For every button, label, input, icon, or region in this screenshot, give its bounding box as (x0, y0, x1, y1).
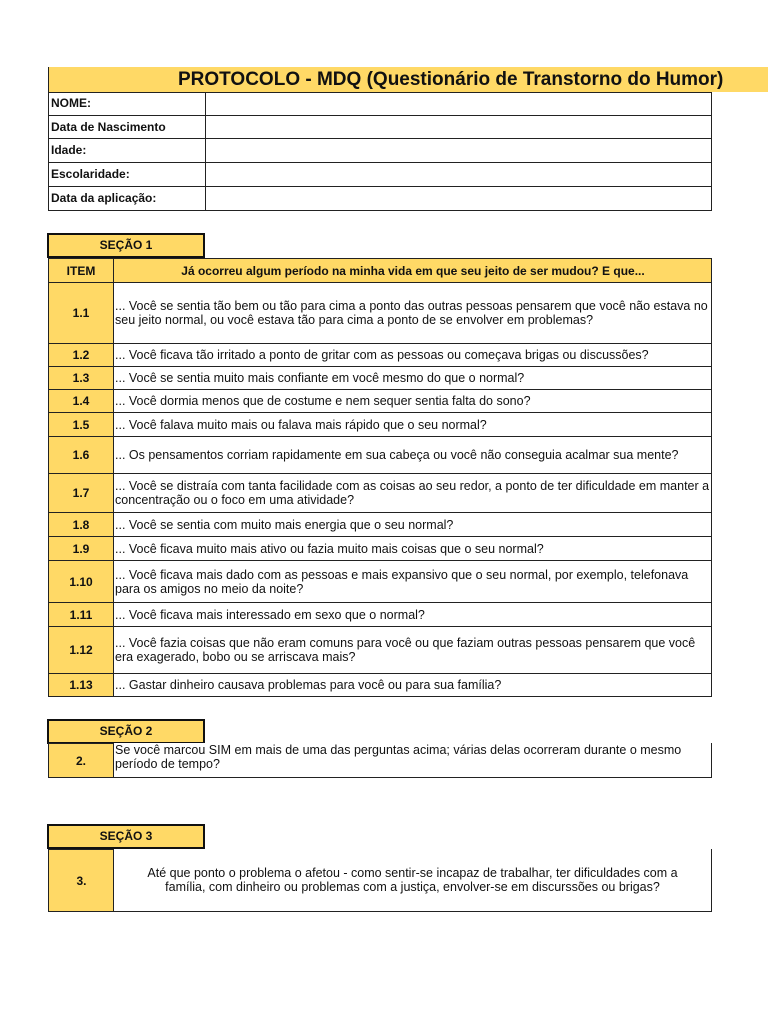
question-text: ... Você falava muito mais ou falava mais rápido que o seu normal? (113, 412, 712, 437)
question-column-header: Já ocorreu algum período na minha vida em que seu jeito de ser mudou? E que... (113, 258, 712, 283)
info-label-name: NOME: (48, 92, 206, 116)
section-3-tag: SEÇÃO 3 (47, 824, 205, 849)
item-column-header: ITEM (48, 258, 114, 283)
section-2-tag: SEÇÃO 2 (47, 719, 205, 744)
education-field[interactable] (205, 163, 712, 187)
page-title: PROTOCOLO - MDQ (Questionário de Transtorno do Humor) (48, 67, 768, 92)
application-date-field[interactable] (205, 187, 712, 211)
info-label-age: Idade: (48, 139, 206, 163)
question-text: ... Os pensamentos corriam rapidamente em sua cabeça ou você não conseguia acalmar sua mente? (113, 436, 712, 474)
question-text: ... Você se distraía com tanta facilidade com as coisas ao seu redor, a ponto de ter dificuldade em manter a concentração ou o foco em uma atividade? (113, 473, 712, 513)
age-field[interactable] (205, 139, 712, 163)
question-text: ... Você ficava muito mais ativo ou fazia muito mais coisas que o seu normal? (113, 536, 712, 561)
section-3-question: Até que ponto o problema o afetou - como sentir-se incapaz de trabalhar, ter dificuldades com a família, com dinheiro ou problemas com a justiça, envolver-se em discurssões ou brigas? (113, 849, 712, 912)
question-text: ... Você ficava tão irritado a ponto de gritar com as pessoas ou começava brigas ou discussões? (113, 343, 712, 367)
item-number: 1.9 (48, 536, 114, 561)
item-number: 1.1 (48, 282, 114, 344)
info-label-application-date: Data da aplicação: (48, 187, 206, 211)
item-number: 1.6 (48, 436, 114, 474)
question-text: ... Você se sentia com muito mais energia que o seu normal? (113, 512, 712, 537)
item-number: 1.10 (48, 560, 114, 603)
question-text: ... Você se sentia muito mais confiante em você mesmo do que o normal? (113, 366, 712, 390)
birthdate-field[interactable] (205, 116, 712, 139)
item-number: 1.7 (48, 473, 114, 513)
item-number: 1.8 (48, 512, 114, 537)
question-text: ... Você fazia coisas que não eram comuns para você ou que faziam outras pessoas pensarem que você era exagerado, bobo ou se arriscava mais? (113, 626, 712, 674)
info-label-education: Escolaridade: (48, 163, 206, 187)
question-text: ... Você ficava mais interessado em sexo que o normal? (113, 602, 712, 627)
section-3-number: 3. (48, 849, 114, 912)
item-number: 1.12 (48, 626, 114, 674)
item-number: 1.5 (48, 412, 114, 437)
item-number: 1.4 (48, 389, 114, 413)
item-number: 1.2 (48, 343, 114, 367)
section-2-number: 2. (48, 743, 114, 778)
item-number: 1.13 (48, 673, 114, 697)
info-label-birthdate: Data de Nascimento (48, 116, 206, 139)
question-text: ... Você ficava mais dado com as pessoas e mais expansivo que o seu normal, por exemplo, telefonava para os amigos no meio da noite? (113, 560, 712, 603)
name-field[interactable] (205, 92, 712, 116)
item-number: 1.3 (48, 366, 114, 390)
question-text: ... Você se sentia tão bem ou tão para cima a ponto das outras pessoas pensarem que você não estava no seu jeito normal, ou você estava tão para cima a ponto de se envolver em problemas? (113, 282, 712, 344)
question-text: ... Gastar dinheiro causava problemas para você ou para sua família? (113, 673, 712, 697)
section-1-tag: SEÇÃO 1 (47, 233, 205, 258)
section-2-question: Se você marcou SIM em mais de uma das perguntas acima; várias delas ocorreram durante o mesmo período de tempo? (113, 743, 712, 778)
item-number: 1.11 (48, 602, 114, 627)
question-text: ... Você dormia menos que de costume e nem sequer sentia falta do sono? (113, 389, 712, 413)
